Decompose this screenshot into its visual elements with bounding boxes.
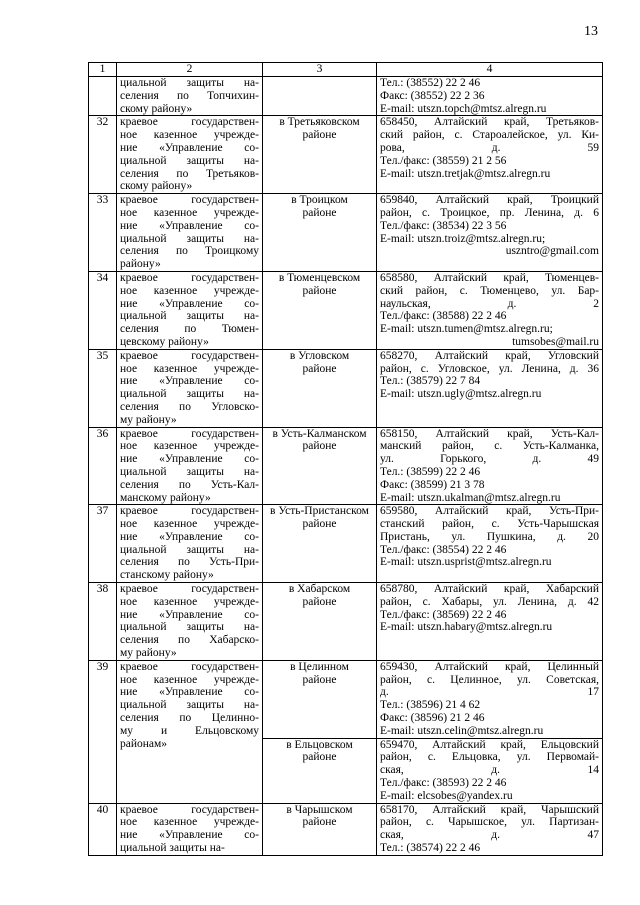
institution-name-line: краевое государствен- (120, 349, 259, 362)
contact-info-line: E-mail: utszn.habary@mtsz.alregn.ru (380, 621, 553, 634)
institution-name (117, 427, 263, 505)
institution-name-line: краевое государствен- (120, 505, 259, 518)
district-line: районе (302, 816, 337, 829)
institution-name-line: скому району» (120, 180, 193, 193)
table-row (89, 77, 603, 116)
contact-info-line: 658150, Алтайский край, Усть-Кал- (380, 427, 599, 440)
institution-name-line: ное казенное учрежде- (120, 206, 259, 219)
table-row (89, 583, 603, 661)
institution-name (117, 77, 263, 116)
row-number: 32 (89, 116, 117, 194)
institution-name-line: селения по Целинно- (120, 712, 259, 725)
contact-info (377, 738, 603, 803)
institution-name-line: ное казенное учрежде- (120, 518, 259, 531)
contact-info-line: район, с. Чарышское, ул. Партизан- (380, 816, 599, 829)
institution-name-line: ние «Управление со- (120, 608, 259, 621)
contact-info (377, 427, 603, 505)
contact-info-line: 659580, Алтайский край, Усть-При- (380, 505, 599, 518)
table-row (89, 427, 603, 505)
contact-info-line: ский район, с. Тюменцево, ул. Бар- (380, 284, 599, 297)
contact-info (377, 77, 603, 116)
contact-info-line: Тел.: (38579) 22 7 84 (380, 375, 481, 388)
contact-info-line: Тел./факс: (38559) 21 2 56 (380, 154, 507, 167)
district (263, 116, 377, 194)
contact-info-line: E-mail: utszn.celin@mtsz.alregn.ru (380, 724, 544, 737)
contact-info (377, 116, 603, 194)
contact-info-line: Тел.: (38574) 22 2 46 (380, 842, 481, 855)
district-line: в Чарышском (286, 803, 353, 816)
institution-name-line: селения по Троицкому (120, 245, 259, 258)
institution-name-line: краевое государствен- (120, 803, 259, 816)
contact-info (377, 505, 603, 583)
row-number: 34 (89, 271, 117, 349)
district-line: районе (302, 129, 337, 142)
contact-info-line: д. 17 (380, 686, 599, 699)
institution-name-line: ное казенное учрежде- (120, 440, 259, 453)
institution-name-line: селения по Топчихин- (120, 89, 259, 102)
column-header: 2 (117, 63, 263, 77)
contact-info-line: ская, д. 47 (380, 829, 599, 842)
district-line: районе (302, 362, 337, 375)
district-line: в Хабарском (288, 583, 351, 596)
institution-name-line: циальной защиты на- (120, 842, 225, 855)
district-line: в Усть-Калманском (272, 427, 367, 440)
institution-name-line: скому району» (120, 102, 193, 115)
contact-info (377, 349, 603, 427)
page-number: 13 (584, 24, 598, 39)
contact-info-line: 659840, Алтайский край, Троицкий (380, 194, 599, 207)
contact-info-line: E-mail: utszn.tretjak@mtsz.alregn.ru (380, 167, 551, 180)
district-line: в Целинном (290, 660, 349, 673)
district (263, 660, 377, 738)
institution-name-line: циальной защиты на- (120, 310, 259, 323)
contact-info (377, 660, 603, 738)
institution-name-line: ние «Управление со- (120, 686, 259, 699)
row-number: 38 (89, 583, 117, 661)
contact-info-line: Факс: (38599) 21 3 78 (380, 478, 485, 491)
institutions-table (88, 62, 603, 856)
row-number (89, 77, 117, 116)
contact-info-line: наульская, д. 2 (380, 297, 599, 310)
institution-name-line: селения по Угловско- (120, 400, 259, 413)
contact-info-line: uszntro@gmail.com (505, 245, 599, 258)
district-line: районе (302, 440, 337, 453)
row-number: 36 (89, 427, 117, 505)
institution-name-line: краевое государствен- (120, 427, 259, 440)
contact-info-line: рова, д. 59 (380, 141, 599, 154)
contact-info (377, 803, 603, 855)
contact-info-line: E-mail: utszn.ugly@mtsz.alregn.ru (380, 388, 542, 401)
institution-name-line: му району» (120, 413, 177, 426)
row-number: 35 (89, 349, 117, 427)
row-number: 37 (89, 505, 117, 583)
district (263, 271, 377, 349)
contact-info-line: E-mail: utszn.troiz@mtsz.alregn.ru; (380, 232, 546, 245)
contact-info-line: 658170, Алтайский край, Чарышский (380, 803, 599, 816)
contact-info-line: Тел./факс: (38569) 22 2 46 (380, 608, 507, 621)
institution-name (117, 803, 263, 855)
institution-name-line: ние «Управление со- (120, 141, 259, 154)
institution-name-line: ние «Управление со- (120, 375, 259, 388)
institution-name-line: манскому району» (120, 491, 211, 504)
institution-name (117, 349, 263, 427)
district-line: в Ельцовском (286, 738, 353, 751)
district-line: районе (302, 518, 337, 531)
institution-name (117, 271, 263, 349)
district (263, 427, 377, 505)
institution-name-line: циальной защиты на- (120, 621, 259, 634)
institution-name-line: цевскому району» (120, 335, 209, 348)
contact-info-line: E-mail: elcsobes@yandex.ru (380, 789, 513, 802)
institution-name (117, 660, 263, 803)
institution-name-line: селения по Третьяков- (120, 167, 259, 180)
institution-name-line: ние «Управление со- (120, 219, 259, 232)
institution-name-line: ное казенное учрежде- (120, 673, 259, 686)
institution-name-line: районам» (120, 737, 168, 750)
contact-info-line: район, с. Ельцовка, ул. Первомай- (380, 751, 599, 764)
institution-name-line: краевое государствен- (120, 116, 259, 129)
contact-info (377, 271, 603, 349)
institution-name-line: ние «Управление со- (120, 829, 259, 842)
column-header: 3 (263, 63, 377, 77)
contact-info-line: манский район, с. Усть-Калманка, (380, 440, 599, 453)
institution-name-line: краевое государствен- (120, 660, 259, 673)
district-line: в Усть-Пристанском (270, 505, 369, 518)
contact-info-line: Факс: (38552) 22 2 36 (380, 89, 485, 102)
institution-name-line: селения по Тюмен- (120, 323, 259, 336)
institution-name-line: му району» (120, 647, 177, 660)
row-number: 33 (89, 194, 117, 272)
contact-info-line: E-mail: utszn.ukalman@mtsz.alregn.ru (380, 491, 561, 504)
district-line: в Третьяковском (279, 116, 360, 129)
district-line: районе (302, 206, 337, 219)
district-line: районе (302, 751, 337, 764)
table-row (89, 349, 603, 427)
institution-name-line: ние «Управление со- (120, 453, 259, 466)
institution-name-line: району» (120, 258, 161, 271)
institution-name (117, 505, 263, 583)
district (263, 803, 377, 855)
district (263, 583, 377, 661)
contact-info-line: Пристань, ул. Пушкина, д. 20 (380, 530, 599, 543)
institution-name-line: станскому району» (120, 569, 214, 582)
institution-name (117, 583, 263, 661)
institution-name-line: циальной защиты на- (120, 543, 259, 556)
contact-info-line: Тел./факс: (38554) 22 2 46 (380, 543, 507, 556)
institution-name-line: ние «Управление со- (120, 530, 259, 543)
institution-name-line: циальной защиты на- (120, 232, 259, 245)
contact-info-line: станский район, с. Усть-Чарышская (380, 518, 599, 531)
institution-name-line: селения по Усть-Кал- (120, 478, 259, 491)
contact-info-line: 658450, Алтайский край, Третьяков- (380, 116, 599, 129)
district-line: районе (302, 673, 337, 686)
institution-name-line: ние «Управление со- (120, 297, 259, 310)
district (263, 194, 377, 272)
district-line: в Тюменцевском (278, 271, 361, 284)
institution-name-line: циальной защиты на- (120, 465, 259, 478)
contact-info-line: 659470, Алтайский край, Ельцовский (380, 738, 599, 751)
column-header: 1 (89, 63, 117, 77)
contact-info-line: район, с. Хабары, ул. Ленина, д. 42 (380, 595, 599, 608)
institution-name-line: селения по Хабарско- (120, 634, 259, 647)
row-number: 39 (89, 660, 117, 803)
district-line: районе (302, 284, 337, 297)
district (263, 738, 377, 803)
contact-info-line: Тел./факс: (38588) 22 2 46 (380, 310, 507, 323)
contact-info-line: Тел./факс: (38593) 22 2 46 (380, 777, 507, 790)
institution-name (117, 116, 263, 194)
contact-info (377, 583, 603, 661)
institution-name-line: ное казенное учрежде- (120, 129, 259, 142)
institution-name (117, 194, 263, 272)
institution-name-line: краевое государствен- (120, 583, 259, 596)
table-row (89, 116, 603, 194)
institution-name-line: циальной защиты на- (120, 77, 259, 89)
contact-info-line: E-mail: utszn.tumen@mtsz.alregn.ru; (380, 323, 553, 336)
district (263, 77, 377, 116)
institution-name-line: ное казенное учрежде- (120, 362, 259, 375)
institution-name-line: ное казенное учрежде- (120, 595, 259, 608)
contact-info (377, 194, 603, 272)
institution-name-line: ное казенное учрежде- (120, 284, 259, 297)
institution-name-line: селения по Усть-При- (120, 556, 259, 569)
institution-name-line: му и Ельцовскому (120, 724, 259, 737)
district-line: районе (302, 595, 337, 608)
district-line: в Троицком (291, 194, 348, 207)
contact-info-line: ская, д. 14 (380, 764, 599, 777)
institution-name-line: циальной защиты на- (120, 699, 259, 712)
table-header-row (89, 63, 603, 77)
institution-name-line: циальной защиты на- (120, 388, 259, 401)
table-row (89, 660, 603, 738)
district (263, 349, 377, 427)
contact-info-line: Тел.: (38596) 21 4 62 (380, 699, 481, 712)
institution-name-line: циальной защиты на- (120, 154, 259, 167)
contact-info-line: 658270, Алтайский край, Угловский (380, 349, 599, 362)
district-line: в Угловском (289, 349, 350, 362)
table-row (89, 803, 603, 855)
contact-info-line: E-mail: utszn.usprist@mtsz.alregn.ru (380, 556, 552, 569)
contact-info-line: район, с. Угловское, ул. Ленина, д. 36 (380, 362, 599, 375)
contact-info-line: ул. Горького, д. 49 (380, 453, 599, 466)
contact-info-line: Тел./факс: (38534) 22 3 56 (380, 219, 507, 232)
contact-info-line: tumsobes@mail.ru (512, 335, 599, 348)
column-header: 4 (377, 63, 603, 77)
table-row (89, 505, 603, 583)
table-row (89, 194, 603, 272)
contact-info-line: район, с. Целинное, ул. Советская, (380, 673, 599, 686)
district (263, 505, 377, 583)
contact-info-line: Тел.: (38599) 22 2 46 (380, 465, 481, 478)
contact-info-line: E-mail: utszn.topch@mtsz.alregn.ru (380, 102, 547, 115)
contact-info-line: Факс: (38596) 21 2 46 (380, 712, 485, 725)
contact-info-line: 658780, Алтайский край, Хабарский (380, 583, 599, 596)
contact-info-line: 659430, Алтайский край, Целинный (380, 660, 599, 673)
institution-name-line: краевое государствен- (120, 271, 259, 284)
contact-info-line: район, с. Троицкое, пр. Ленина, д. 6 (380, 206, 599, 219)
contact-info-line: Тел.: (38552) 22 2 46 (380, 77, 481, 89)
contact-info-line: 658580, Алтайский край, Тюменцев- (380, 271, 599, 284)
institution-name-line: ное казенное учрежде- (120, 816, 259, 829)
contact-info-line: ский район, с. Староалейское, ул. Ки- (380, 129, 599, 142)
table-row (89, 271, 603, 349)
row-number: 40 (89, 803, 117, 855)
institution-name-line: краевое государствен- (120, 194, 259, 207)
